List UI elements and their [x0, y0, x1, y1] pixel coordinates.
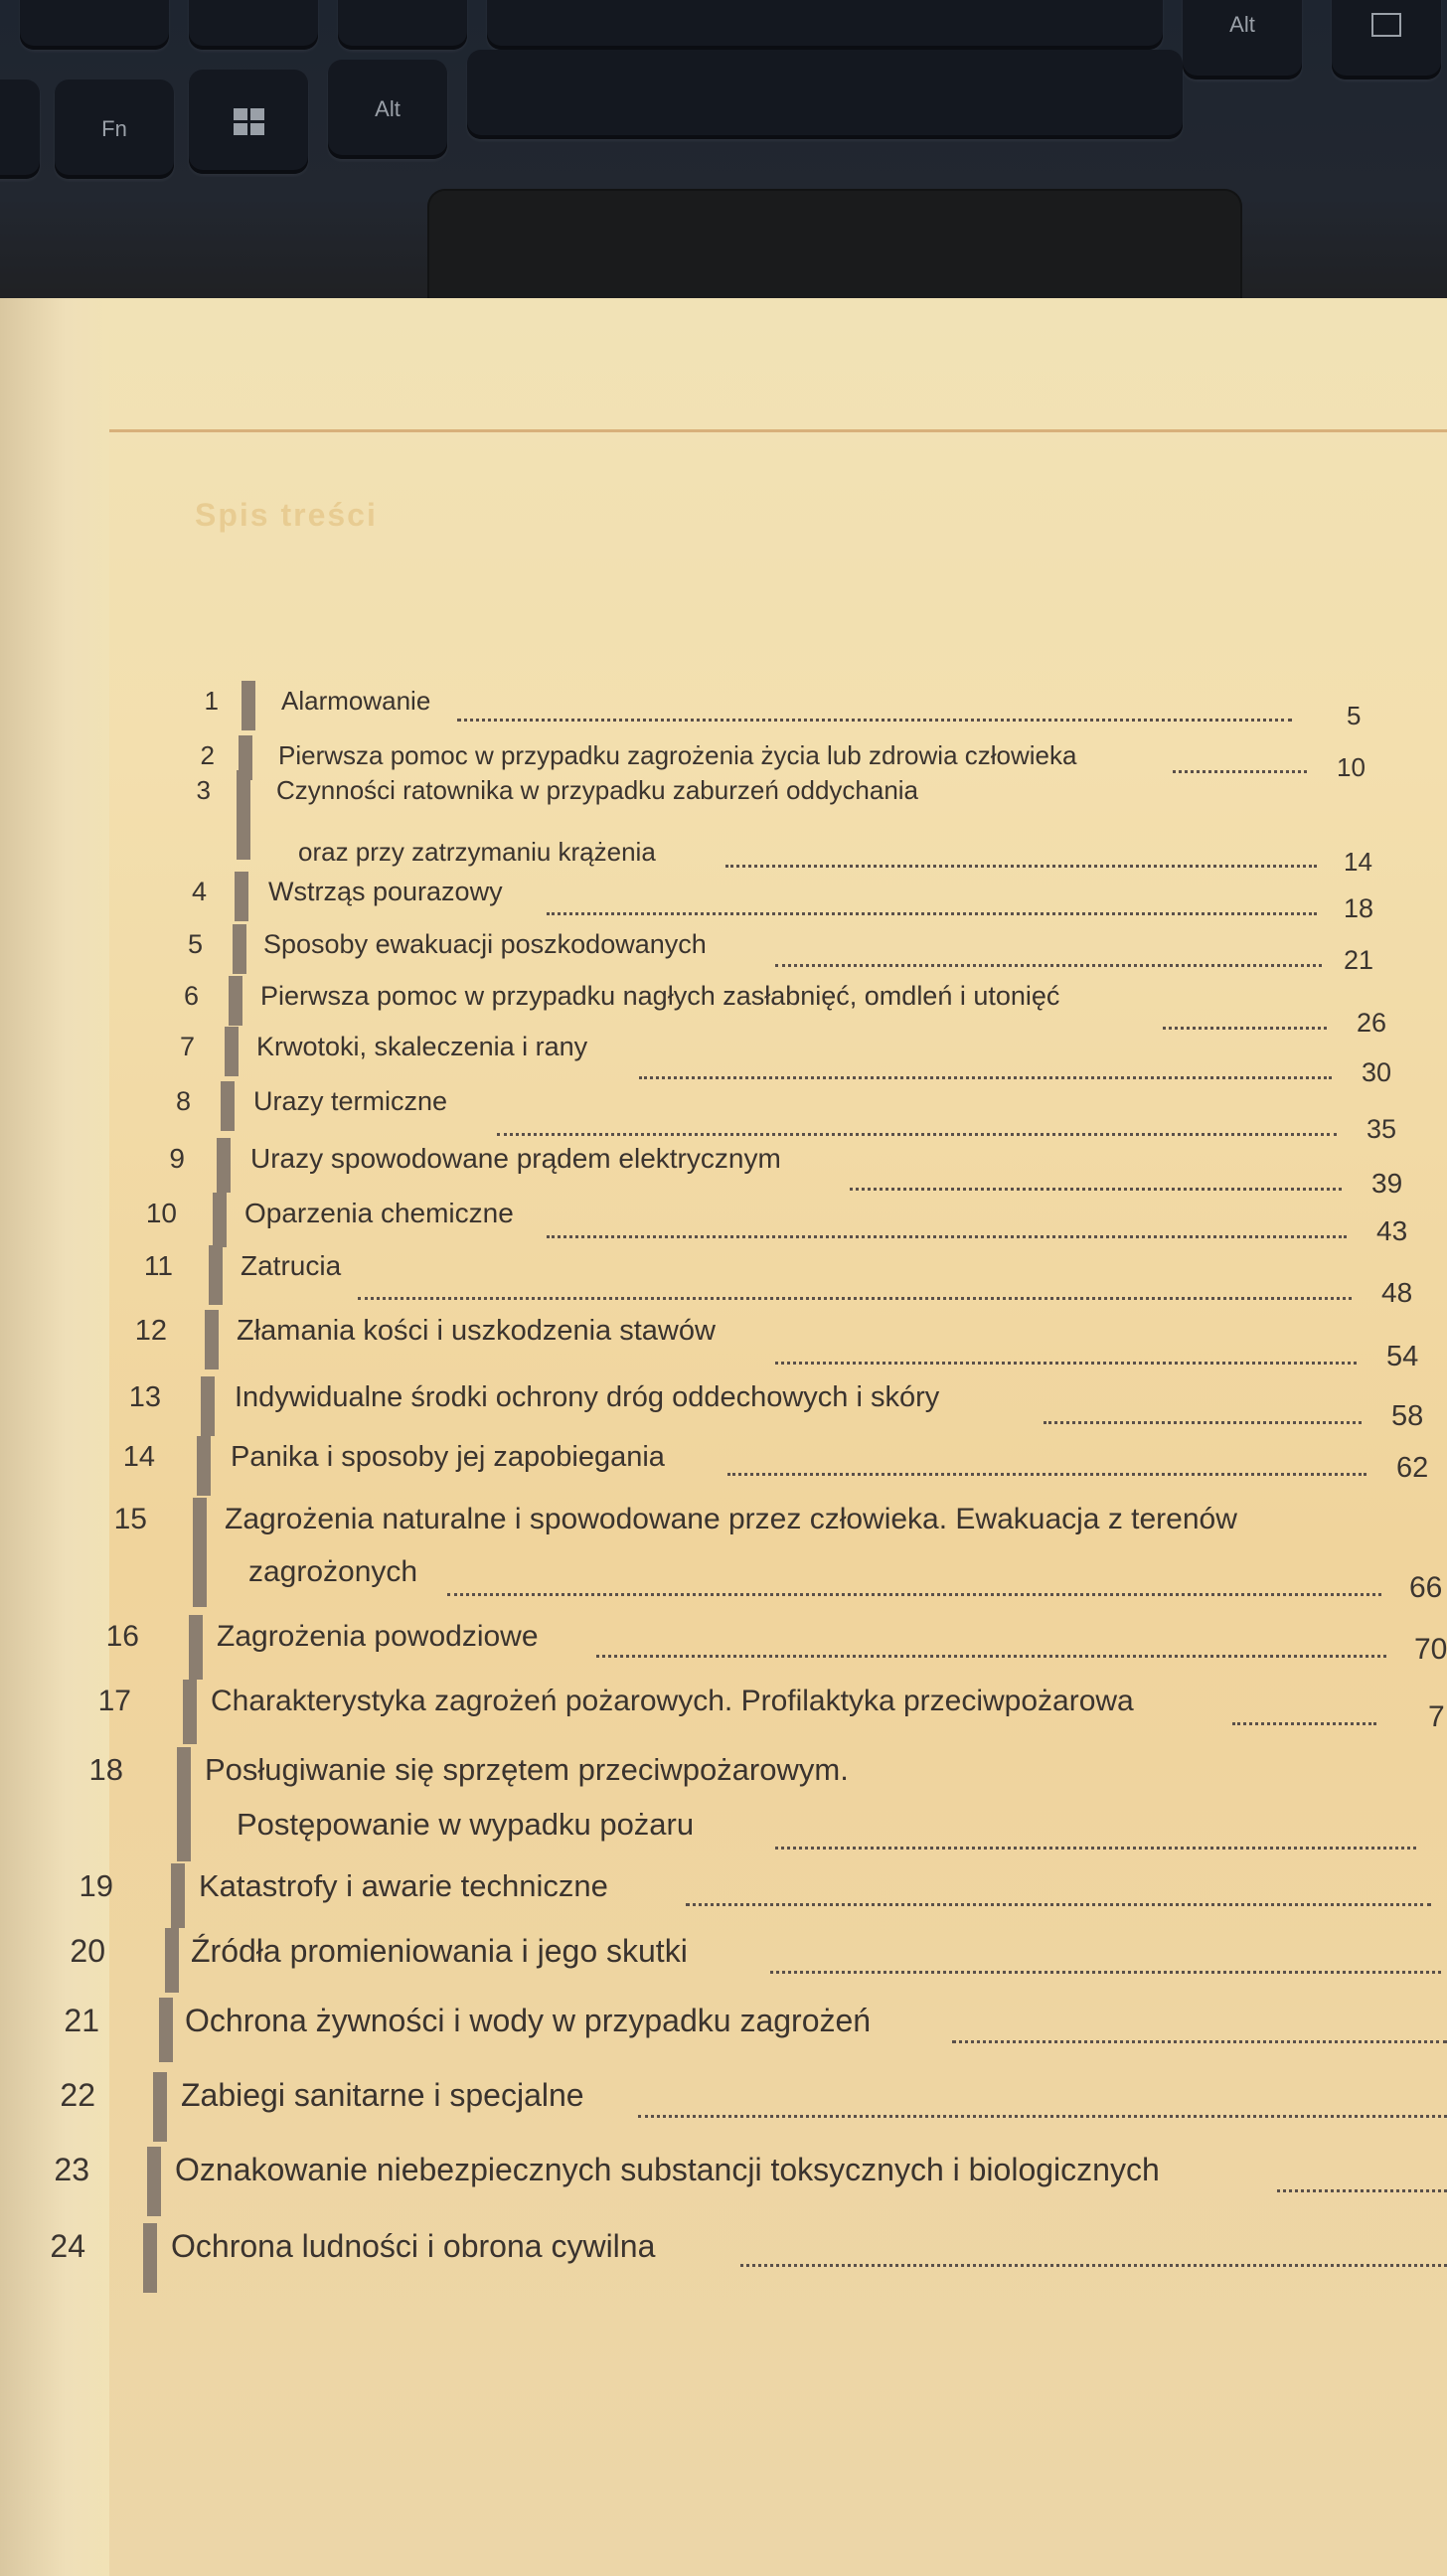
- toc-entry-marker: [147, 2147, 161, 2216]
- alt-left-label: Alt: [375, 96, 401, 121]
- toc-entry-title: Urazy spowodowane prądem elektrycznym: [250, 1143, 781, 1174]
- toc-entry-number: 7: [179, 1032, 195, 1061]
- toc-entry-number: 24: [50, 2228, 85, 2264]
- toc-entry-title: Oparzenia chemiczne: [244, 1198, 514, 1228]
- toc-entry-title: Oznakowanie niebezpiecznych substancji toksycznych i biologicznych: [175, 2152, 1160, 2187]
- toc-entry-marker: [213, 1193, 227, 1247]
- toc-entry-marker: [221, 1081, 235, 1131]
- toc-entry-number: 15: [113, 1503, 147, 1535]
- toc-entry-title: Wstrząs pourazowy: [268, 877, 503, 906]
- toc-entry-marker: [171, 1863, 185, 1928]
- toc-entry-number: 11: [143, 1250, 173, 1281]
- toc-leader-dots: [775, 1362, 1357, 1365]
- toc-leader-dots: [770, 1971, 1441, 1974]
- toc-entry-number: 13: [128, 1381, 161, 1413]
- toc-leader-dots: [358, 1297, 1352, 1300]
- toc-entry-marker: [225, 1027, 239, 1076]
- toc-entry-number: 17: [97, 1685, 131, 1717]
- toc-entry-number: 2: [200, 740, 215, 770]
- toc-entry-marker: [189, 1615, 203, 1680]
- toc-entry-marker: [241, 681, 255, 730]
- toc-entry-number: 9: [169, 1143, 185, 1174]
- toc-entry-title: Zatrucia: [241, 1250, 342, 1281]
- toc-entry-title: Charakterystyka zagrożeń pożarowych. Profilaktyka przeciwpożarowa: [211, 1685, 1134, 1717]
- toc-entry-title: Zabiegi sanitarne i specjalne: [181, 2077, 584, 2113]
- toc-entry-number: 14: [122, 1441, 155, 1473]
- toc-page-number: 48: [1381, 1277, 1413, 1308]
- toc-entry-title: Źródła promieniowania i jego skutki: [191, 1933, 688, 1969]
- toc-leader-dots: [1277, 2189, 1447, 2192]
- toc-entry-number: 23: [54, 2152, 89, 2187]
- toc-entry-marker: [159, 1998, 173, 2062]
- toc-entry-title: Pierwsza pomoc w przypadku nagłych zasłabnięć, omdleń i utonięć: [260, 981, 1060, 1011]
- toc-entry-title-continuation: zagrożonych: [248, 1555, 418, 1588]
- toc-page-number: 70: [1414, 1633, 1447, 1666]
- toc-entry-marker: [165, 1928, 179, 1993]
- fn-key-label: Fn: [101, 116, 127, 141]
- toc-leader-dots: [1044, 1421, 1362, 1424]
- toc-leader-dots: [727, 1473, 1367, 1476]
- toc-page-number: 62: [1396, 1452, 1429, 1484]
- toc-page-number: 35: [1367, 1114, 1397, 1144]
- toc-entry-marker: [235, 872, 248, 921]
- toc-entry-title: Złamania kości i uszkodzenia stawów: [237, 1315, 716, 1347]
- toc-entry-number: 22: [60, 2077, 95, 2113]
- toc-entry-title: Alarmowanie: [281, 686, 431, 716]
- toc-entry-title-continuation: oraz przy zatrzymaniu krążenia: [298, 837, 656, 867]
- toc-entry-title: Urazy termiczne: [253, 1086, 448, 1116]
- toc-page-number: 66: [1409, 1571, 1443, 1604]
- toc-page-number: 21: [1344, 945, 1374, 975]
- toc-entry-marker: [143, 2223, 157, 2293]
- toc-entry-title: Indywidualne środki ochrony dróg oddechowych i skóry: [235, 1381, 940, 1413]
- toc-page-number: 14: [1344, 847, 1372, 877]
- toc-leader-dots: [1232, 1722, 1376, 1725]
- toc-leader-dots: [638, 2115, 1447, 2118]
- toc-entry-number: 12: [134, 1315, 167, 1347]
- toc-entry-title: Krwotoki, skaleczenia i rany: [256, 1032, 588, 1061]
- toc-leader-dots: [447, 1593, 1381, 1596]
- toc-entry-title: Czynności ratownika w przypadku zaburzeń oddychania: [276, 775, 919, 805]
- toc-leader-dots: [547, 1235, 1347, 1238]
- toc-entry-number: 6: [183, 981, 199, 1011]
- alt-right-label: Alt: [1229, 12, 1255, 37]
- toc-entry-title: Ochrona żywności i wody w przypadku zagrożeń: [185, 2003, 872, 2038]
- toc-entry-marker: [153, 2072, 167, 2142]
- toc-entry-number: 21: [64, 2003, 99, 2038]
- toc-leader-dots: [547, 912, 1317, 915]
- toc-leader-dots: [596, 1655, 1386, 1658]
- toc-entry-number: 8: [175, 1086, 191, 1116]
- toc-leader-dots: [775, 1847, 1416, 1850]
- toc-entry-marker: [193, 1498, 207, 1607]
- toc-entry-title: Zagrożenia naturalne i spowodowane przez człowieka. Ewakuacja z terenów: [225, 1503, 1237, 1535]
- toc-leader-dots: [1163, 1027, 1327, 1030]
- toc-entry-number: 10: [145, 1198, 177, 1228]
- toc-page-number: 10: [1337, 752, 1366, 782]
- toc-page-number: 5: [1347, 701, 1362, 730]
- toc-leader-dots: [775, 964, 1322, 967]
- toc-entry-number: 4: [191, 877, 207, 906]
- toc-page-number: 26: [1357, 1008, 1387, 1038]
- toc-page-number: 58: [1391, 1400, 1424, 1432]
- section-title: Spis treści: [195, 497, 378, 533]
- toc-page-number: 7: [1428, 1700, 1445, 1733]
- toc-entry-number: 16: [105, 1620, 139, 1653]
- toc-entry-title: Posługiwanie się sprzętem przeciwpożarowym.: [205, 1752, 849, 1787]
- toc-entry-number: 3: [196, 775, 211, 805]
- toc-entry-marker: [177, 1747, 191, 1861]
- toc-entry-title: Katastrofy i awarie techniczne: [199, 1868, 608, 1903]
- toc-leader-dots: [740, 2264, 1447, 2267]
- toc-entry-number: 20: [70, 1933, 105, 1969]
- toc-entry-number: 18: [88, 1752, 123, 1787]
- toc-entry-number: 19: [79, 1868, 113, 1903]
- toc-entry-marker: [201, 1376, 215, 1436]
- toc-entry-number: 5: [187, 929, 203, 959]
- toc-leader-dots: [1173, 770, 1307, 773]
- toc-entry-marker: [237, 770, 250, 860]
- toc-entry-title: Panika i sposoby jej zapobiegania: [231, 1441, 665, 1473]
- toc-entry-title: Pierwsza pomoc w przypadku zagrożenia życia lub zdrowia człowieka: [278, 740, 1077, 770]
- toc-entry-title: Sposoby ewakuacji poszkodowanych: [263, 929, 707, 959]
- toc-leader-dots: [850, 1188, 1342, 1191]
- toc-entry-marker: [205, 1310, 219, 1369]
- toc-leader-dots: [725, 865, 1317, 868]
- toc-entry-title: Zagrożenia powodziowe: [217, 1620, 539, 1653]
- toc-page-number: 18: [1344, 893, 1374, 923]
- toc-entry-number: 1: [204, 686, 219, 716]
- toc-page-number: 39: [1371, 1168, 1403, 1199]
- toc-leader-dots: [639, 1076, 1332, 1079]
- toc-page-number: 30: [1362, 1057, 1392, 1087]
- toc-entry-marker: [233, 924, 246, 974]
- toc-entry-marker: [197, 1436, 211, 1496]
- toc-leader-dots: [686, 1903, 1431, 1906]
- toc-leader-dots: [497, 1133, 1337, 1136]
- toc-page-number: 43: [1376, 1215, 1408, 1246]
- toc-entry-title-continuation: Postępowanie w wypadku pożaru: [237, 1807, 695, 1842]
- toc-entry-title: Ochrona ludności i obrona cywilna: [171, 2228, 656, 2264]
- toc-leader-dots: [457, 719, 1292, 722]
- toc-entry-marker: [229, 976, 242, 1026]
- toc-entry-marker: [183, 1680, 197, 1744]
- toc-entry-marker: [209, 1245, 223, 1305]
- toc-entry-marker: [217, 1138, 231, 1193]
- toc-leader-dots: [952, 2040, 1447, 2043]
- toc-page-number: 54: [1386, 1341, 1419, 1372]
